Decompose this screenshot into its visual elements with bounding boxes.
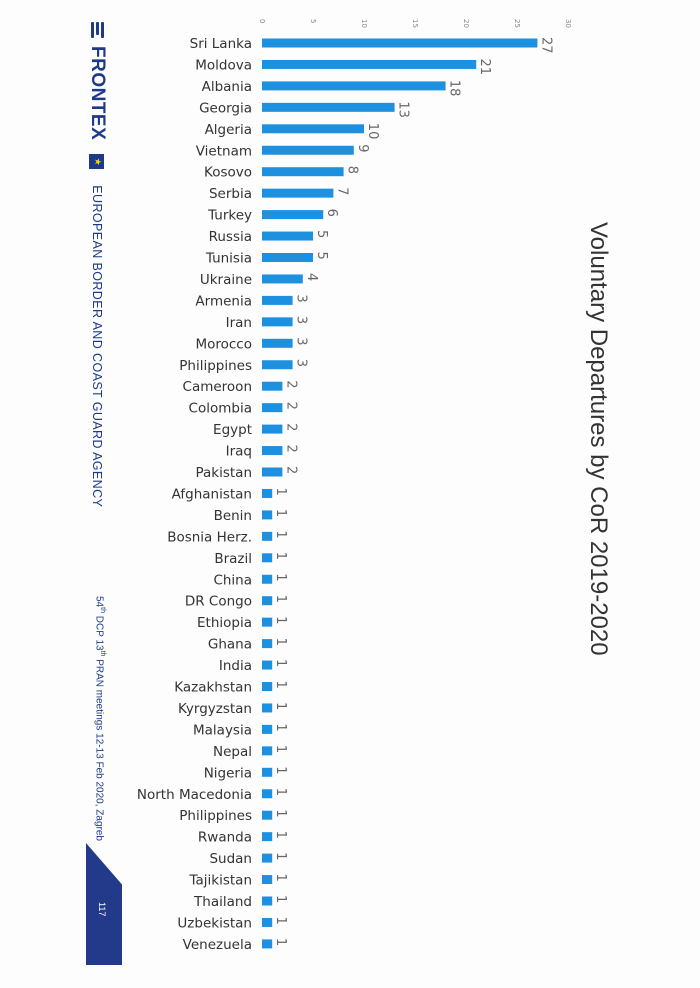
category-label: Cameroon — [182, 379, 252, 396]
category-label: Egypt — [213, 422, 252, 439]
bar — [262, 703, 272, 712]
data-label: 1 — [273, 551, 289, 561]
bar — [262, 210, 323, 219]
bar — [262, 60, 476, 69]
category-label: Philippines — [179, 357, 252, 374]
data-label: 9 — [354, 144, 370, 153]
bar — [262, 832, 272, 841]
category-label: Afghanistan — [171, 486, 252, 503]
data-label: 1 — [273, 809, 289, 818]
data-label: 1 — [273, 530, 289, 539]
category-label: Moldova — [195, 57, 252, 74]
data-label: 3 — [293, 294, 309, 303]
data-label: 1 — [273, 659, 289, 668]
category-label: Pakistan — [195, 465, 252, 481]
bar — [262, 553, 272, 562]
data-label: 1 — [273, 895, 289, 904]
category-label: Uzbekistan — [177, 915, 252, 932]
bar — [262, 274, 303, 283]
bar — [262, 746, 272, 755]
category-label: Iraq — [225, 443, 252, 460]
category-label: Philippines — [179, 808, 252, 825]
bar — [262, 146, 354, 155]
data-label: 1 — [273, 873, 289, 882]
category-label: Algeria — [204, 121, 252, 138]
category-label: DR Congo — [184, 593, 252, 610]
bar — [262, 296, 293, 305]
chart-title: Voluntary Departures by CoR 2019-2020 — [585, 222, 612, 656]
category-label: Tunisia — [205, 250, 252, 267]
bar — [262, 468, 282, 477]
bar — [262, 575, 272, 584]
category-label: Thailand — [194, 894, 252, 910]
bar — [262, 446, 282, 455]
category-label: Venezuela — [182, 936, 252, 953]
data-label: 3 — [293, 358, 309, 368]
category-label: Iran — [225, 314, 252, 331]
data-label: 1 — [273, 680, 289, 689]
bar — [262, 232, 313, 241]
bar — [262, 510, 272, 519]
data-label: 7 — [334, 187, 350, 196]
bar — [262, 103, 395, 112]
category-label: Georgia — [199, 100, 252, 117]
bar — [262, 875, 272, 884]
data-label: 2 — [283, 423, 299, 432]
bar — [262, 360, 293, 369]
data-label: 1 — [273, 852, 289, 861]
x-tick-label: 30 — [564, 19, 572, 28]
eu-flag-icon: ★ — [90, 154, 105, 169]
data-label: 4 — [303, 272, 319, 282]
category-label: Morocco — [195, 336, 252, 353]
category-label: Turkey — [208, 207, 252, 224]
data-label: 1 — [273, 723, 289, 732]
data-label: 3 — [293, 315, 309, 325]
bar — [262, 897, 272, 906]
category-label: Sri Lanka — [189, 36, 252, 52]
category-label: Kyrgyzstan — [178, 700, 252, 717]
category-label: Brazil — [214, 550, 252, 567]
data-label: 2 — [283, 401, 299, 410]
data-label: 5 — [314, 251, 329, 260]
category-label: North Macedonia — [136, 786, 252, 803]
bar — [262, 596, 272, 605]
bar — [262, 939, 272, 948]
bar — [262, 639, 272, 648]
category-label: Serbia — [208, 186, 252, 203]
x-tick-label: 25 — [513, 19, 521, 28]
bar — [262, 489, 272, 498]
data-label: 1 — [273, 701, 289, 711]
meeting-note: 54th DCP 13th PRAN meetings 12-13 Feb 2020, Zagreb — [93, 596, 106, 841]
category-label: Colombia — [188, 400, 252, 417]
bar — [262, 918, 272, 927]
category-label: Bosnia Herz. — [167, 529, 252, 546]
category-label: Ghana — [207, 636, 252, 653]
data-label: 1 — [273, 916, 289, 925]
category-label: India — [218, 658, 252, 675]
bar — [262, 189, 333, 198]
category-label: Benin — [213, 507, 252, 524]
category-label: Ukraine — [199, 271, 252, 288]
data-label: 1 — [273, 830, 289, 839]
category-label: Nepal — [213, 743, 252, 760]
bar — [262, 167, 344, 176]
category-label: Vietnam — [195, 143, 252, 160]
category-label: Malaysia — [193, 722, 252, 739]
data-label: 1 — [273, 766, 289, 775]
data-label: 6 — [324, 208, 340, 217]
category-label: Russia — [208, 229, 252, 246]
bar — [262, 854, 272, 863]
x-tick-label: 0 — [258, 19, 266, 24]
category-label: Kazakhstan — [174, 679, 252, 696]
data-label: 13 — [395, 101, 411, 118]
logo-text: FRONTEX — [87, 46, 108, 141]
bar — [262, 789, 272, 798]
category-label: Ethiopia — [197, 615, 252, 632]
data-label: 21 — [477, 58, 493, 75]
data-label: 2 — [283, 444, 299, 453]
page-number: 117 — [97, 902, 107, 917]
category-label: China — [213, 572, 252, 589]
data-label: 18 — [446, 79, 462, 97]
category-label: Rwanda — [197, 829, 252, 846]
data-label: 8 — [344, 165, 360, 174]
data-label: 2 — [283, 466, 299, 475]
agency-name: EUROPEAN BORDER AND COAST GUARD AGENCY — [90, 185, 104, 508]
bar — [262, 81, 446, 90]
bar — [262, 768, 272, 777]
data-label: 1 — [273, 508, 289, 518]
bar — [262, 682, 272, 691]
data-label: 1 — [273, 616, 289, 625]
category-label: Tajikistan — [189, 872, 252, 889]
x-tick-label: 5 — [309, 19, 317, 24]
data-label: 3 — [293, 337, 309, 346]
bar — [262, 725, 272, 734]
bar — [262, 317, 293, 326]
bar — [262, 253, 313, 262]
data-label: 10 — [365, 122, 380, 140]
data-label: 1 — [273, 594, 289, 603]
category-label: Albania — [201, 78, 252, 95]
bar — [262, 661, 272, 670]
bar — [262, 811, 272, 820]
data-label: 1 — [273, 937, 289, 947]
bar — [262, 425, 282, 434]
bar — [262, 39, 537, 48]
data-label: 5 — [314, 230, 329, 239]
data-label: 2 — [283, 380, 299, 389]
x-tick-label: 20 — [462, 19, 470, 28]
data-label: 1 — [273, 637, 289, 646]
bar — [262, 124, 364, 133]
x-tick-label: 10 — [360, 19, 368, 28]
bar — [262, 532, 272, 541]
category-label: Nigeria — [203, 765, 252, 782]
category-label: Sudan — [209, 851, 252, 868]
data-label: 1 — [273, 744, 289, 754]
category-label: Kosovo — [204, 164, 252, 181]
x-tick-label: 15 — [411, 19, 419, 28]
data-label: 27 — [538, 37, 554, 54]
bar — [262, 339, 293, 348]
bar — [262, 618, 272, 627]
category-label: Armenia — [195, 293, 252, 310]
bar — [262, 403, 282, 412]
data-label: 1 — [273, 573, 289, 582]
bar — [262, 382, 282, 391]
data-label: 1 — [273, 487, 289, 496]
data-label: 1 — [273, 787, 289, 797]
